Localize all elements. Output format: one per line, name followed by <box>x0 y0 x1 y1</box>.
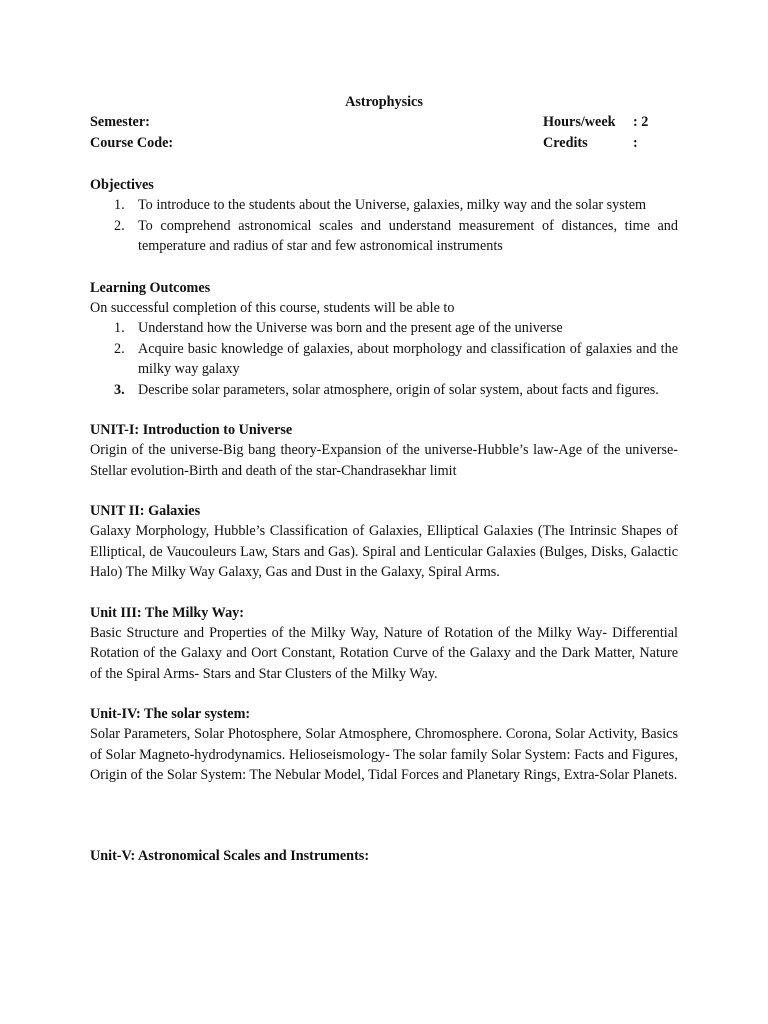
list-number: 3. <box>114 381 125 398</box>
unit-3-heading: Unit III: The Milky Way: <box>90 604 244 621</box>
list-item-text: Understand how the Universe was born and the present age of the universe <box>138 320 563 336</box>
spacer <box>90 154 678 175</box>
list-number: 1. <box>114 320 125 336</box>
credits-field <box>543 133 638 154</box>
outcomes-heading: Learning Outcomes <box>90 279 211 296</box>
list-number: 2. <box>114 217 125 234</box>
hours-label: Hours/week <box>543 114 616 130</box>
list-item <box>90 318 678 339</box>
outcomes-intro: On successful completion of this course, students will be able to <box>90 299 455 316</box>
list-item-text: Describe solar parameters, solar atmosphere, origin of solar system, about facts and figures. <box>138 381 659 398</box>
list-number: 1. <box>114 197 125 213</box>
unit-4-heading: Unit-IV: The solar system: <box>90 706 251 722</box>
list-item <box>90 216 678 257</box>
course-code-row <box>90 133 678 154</box>
objectives-list <box>90 195 678 257</box>
credits-value: : <box>633 135 638 151</box>
hours-value: : 2 <box>633 114 649 130</box>
unit-2-heading: UNIT II: Galaxies <box>90 503 201 519</box>
spacer <box>90 400 678 420</box>
unit-4-body: Solar Parameters, Solar Photosphere, Solar Atmosphere, Chromosphere. Corona, Solar Activity, Basics of Solar Magneto-hydrodynamics. Helioseismology- The solar family Solar System: Facts and Figures, Origin of the Solar System: The Nebular Model, Tidal Forces and Planetary Rings, Extra-Solar Planets. <box>90 726 678 783</box>
spacer <box>90 684 678 704</box>
course-code-label: Course Code: <box>90 135 174 151</box>
hours-field <box>543 112 648 133</box>
outcomes-list <box>90 318 678 400</box>
unit-1-heading: UNIT-I: Introduction to Universe <box>90 422 293 438</box>
list-item <box>90 195 678 216</box>
unit-3-body: Basic Structure and Properties of the Milky Way, Nature of Rotation of the Milky Way- Differential Rotation of the Galaxy and Oort Constant, Rotation Curve of the Galaxy and the Dark Matter, Nature of the Spiral Arms- Stars and Star Clusters of the Milky Way. <box>90 624 678 682</box>
semester-label: Semester: <box>90 114 150 130</box>
list-item <box>90 339 678 380</box>
list-item-text: To introduce to the students about the Universe, galaxies, milky way and the solar system <box>138 197 647 213</box>
semester-row <box>90 112 678 133</box>
objectives-heading: Objectives <box>90 177 154 193</box>
list-item-text: To comprehend astronomical scales and understand measurement of distances, time and temperature and radius of star and few astronomical instruments <box>138 217 678 254</box>
spacer <box>90 583 678 603</box>
spacer <box>90 257 678 278</box>
spacer <box>90 786 678 846</box>
credits-label: Credits <box>543 135 588 151</box>
list-item-text: Acquire basic knowledge of galaxies, about morphology and classification of galaxies and the milky way galaxy <box>138 340 678 377</box>
syllabus-page <box>90 92 678 866</box>
list-number: 2. <box>114 340 125 357</box>
list-item <box>90 380 678 401</box>
unit-2-body: Galaxy Morphology, Hubble’s Classification of Galaxies, Elliptical Galaxies (The Intrinsic Shapes of Elliptical, de Vaucouleurs Law, Stars and Gas). Spiral and Lenticular Galaxies (Bulges, Disks, Galactic Halo) The Milky Way Galaxy, Gas and Dust in the Galaxy, Spiral Arms. <box>90 523 678 580</box>
unit-5-heading: Unit-V: Astronomical Scales and Instruments: <box>90 847 370 864</box>
spacer <box>90 481 678 501</box>
course-title: Astrophysics <box>345 94 423 110</box>
unit-1-body: Origin of the universe-Big bang theory-Expansion of the universe-Hubble’s law-Age of the universe-Stellar evolution-Birth and death of the star-Chandrasekhar limit <box>90 442 678 479</box>
